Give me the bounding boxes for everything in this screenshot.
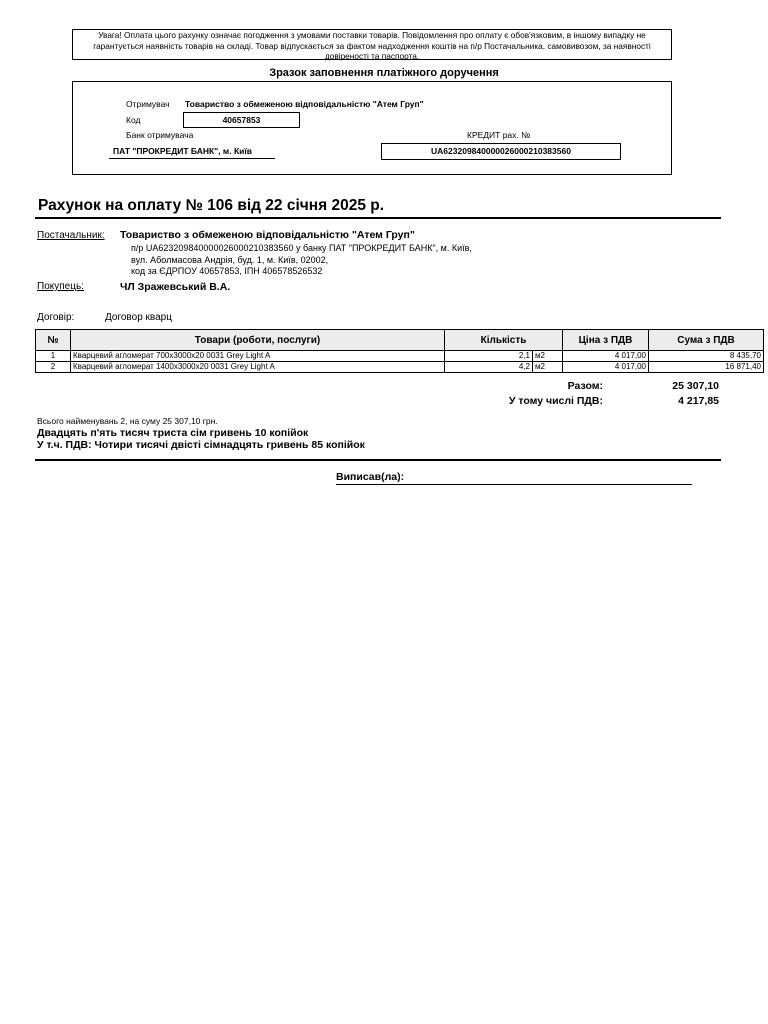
total-value: 25 307,10 bbox=[672, 380, 719, 392]
bank-label: Банк отримувача bbox=[126, 130, 194, 140]
row-num: 2 bbox=[36, 362, 71, 373]
buyer-label: Покупець: bbox=[37, 281, 84, 292]
row-num: 1 bbox=[36, 351, 71, 362]
signature-label: Виписав(ла): bbox=[336, 471, 405, 483]
row-qty: 2,1 bbox=[445, 351, 533, 362]
contract-value: Договор кварц bbox=[105, 312, 172, 323]
amount-in-words: Двадцять п'ять тисяч триста сім гривень 10 копійок bbox=[37, 427, 309, 439]
items-table bbox=[35, 329, 764, 373]
supplier-code-line: код за ЄДРПОУ 40657853, ІПН 406578526532 bbox=[131, 266, 323, 276]
table-row bbox=[36, 362, 764, 373]
header-price: Ціна з ПДВ bbox=[563, 330, 649, 351]
table-row bbox=[36, 351, 764, 362]
signature-line bbox=[336, 484, 692, 485]
row-unit: м2 bbox=[533, 362, 563, 373]
header-sum: Сума з ПДВ bbox=[649, 330, 764, 351]
row-price: 4 017,00 bbox=[563, 362, 649, 373]
row-name: Кварцевий агломерат 700x3000x20 0031 Grey Light A bbox=[71, 351, 445, 362]
invoice-title: Рахунок на оплату № 106 від 22 січня 2025 р. bbox=[38, 197, 385, 214]
warning-line-3: довіреності та паспорта. bbox=[324, 51, 420, 61]
credit-account-label: КРЕДИТ рах. № bbox=[467, 130, 531, 140]
summary-divider bbox=[35, 459, 721, 461]
row-sum: 8 435,70 bbox=[649, 351, 764, 362]
code-value-box: 40657853 bbox=[183, 112, 300, 128]
supplier-label: Постачальник: bbox=[37, 230, 105, 241]
supplier-address-line: вул. Аболмасова Андрія, буд. 1, м. Київ, 02002, bbox=[131, 255, 329, 265]
recipient-value: Товариство з обмеженою відповідальністю "Атем Груп" bbox=[185, 99, 424, 109]
supplier-name: Товариство з обмеженою відповідальністю "Атем Груп" bbox=[120, 229, 415, 241]
bank-underline bbox=[109, 158, 275, 159]
supplier-bank-line: п/р UA623209840000026000210383560 у банку ПАТ "ПРОКРЕДИТ БАНК", м. Київ, bbox=[131, 243, 472, 253]
header-goods: Товари (роботи, послуги) bbox=[71, 330, 445, 351]
vat-in-words: У т.ч. ПДВ: Чотири тисячі двісті сімнадцять гривень 85 копійок bbox=[37, 439, 365, 451]
payment-sample-title: Зразок заповнення платіжного доручення bbox=[269, 67, 499, 79]
vat-value: 4 217,85 bbox=[678, 395, 719, 407]
header-qty: Кількість bbox=[445, 330, 563, 351]
payment-sample-frame bbox=[72, 81, 672, 175]
warning-line-1: Увага! Оплата цього рахунку означає погодження з умовами поставки товарів. Повідомлення про оплату є обов'язковим, в іншому випадку не bbox=[98, 30, 646, 40]
payment-warning-notice bbox=[72, 29, 672, 60]
bank-value: ПАТ "ПРОКРЕДИТ БАНК", м. Київ bbox=[113, 146, 252, 156]
contract-label: Договір: bbox=[37, 312, 75, 323]
items-count-line: Всього найменувань 2, на суму 25 307,10 грн. bbox=[37, 416, 218, 426]
title-divider bbox=[35, 217, 721, 219]
recipient-label: Отримувач bbox=[126, 99, 170, 109]
row-sum: 16 871,40 bbox=[649, 362, 764, 373]
code-label: Код bbox=[126, 115, 141, 125]
warning-line-2: гарантується наявність товарів на складі. Товар відпускається за фактом надходження коштів на п/р Постачальника, самовивозом, за наявності bbox=[93, 40, 651, 51]
row-qty: 4,2 bbox=[445, 362, 533, 373]
header-num: № bbox=[36, 330, 71, 351]
vat-label: У тому числі ПДВ: bbox=[508, 395, 603, 407]
buyer-name: ЧЛ Зражевський В.А. bbox=[120, 281, 231, 293]
row-price: 4 017,00 bbox=[563, 351, 649, 362]
row-name: Кварцевий агломерат 1400x3000x20 0031 Grey Light A bbox=[71, 362, 445, 373]
row-unit: м2 bbox=[533, 351, 563, 362]
total-label: Разом: bbox=[567, 380, 603, 392]
table-header-row bbox=[36, 330, 764, 351]
credit-account-box: UA623209840000026000210383560 bbox=[381, 143, 621, 160]
